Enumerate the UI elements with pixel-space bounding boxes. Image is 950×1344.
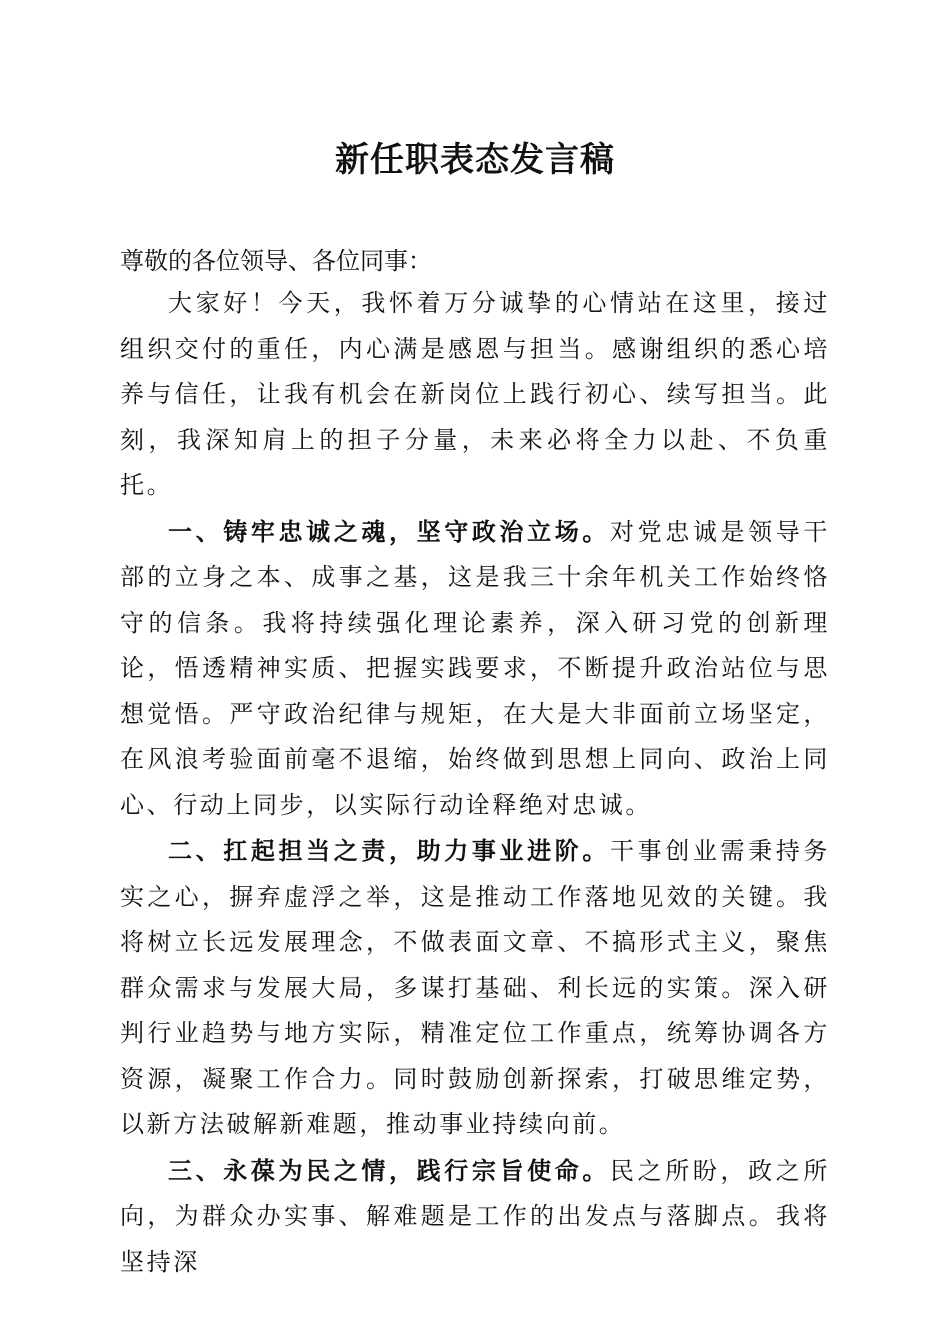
document-body — [120, 280, 830, 1285]
paragraph-opening — [120, 280, 830, 509]
paragraph-text: 对党忠诚是领导干部的立身之本、成事之基，这是我三十余年机关工作始终恪守的信条。我将持续强化理论素养，深入研习党的创新理论，悟透精神实质、把握实践要求，不断提升政治站位与思想觉悟。严守政治纪律与规矩，在大是大非面前立场坚定，在风浪考验面前毫不退缩，始终做到思想上同向、政治上同心、行动上同步，以实际行动诠释绝对忠诚。 — [120, 517, 830, 819]
paragraph-text: 大家好！今天，我怀着万分诚挚的心情站在这里，接过组织交付的重任，内心满是感恩与担当。感谢组织的悉心培养与信任，让我有机会在新岗位上践行初心、续写担当。此刻，我深知肩上的担子分量，未来必将全力以赴、不负重托。 — [120, 289, 830, 499]
paragraph-text: 民之所盼，政之所向，为群众办实事、解难题是工作的出发点与落脚点。我将坚持深 — [120, 1156, 830, 1276]
paragraph-section-3 — [120, 1148, 830, 1286]
paragraph-section-1 — [120, 509, 830, 829]
document-title: 新任职表态发言稿 — [335, 140, 615, 180]
paragraph-lead: 三、永葆为民之情，践行宗旨使命。 — [168, 1155, 611, 1185]
paragraph-section-2 — [120, 828, 830, 1148]
paragraph-lead: 一、铸牢忠诚之魂，坚守政治立场。 — [168, 516, 611, 546]
paragraph-lead: 二、扛起担当之责，助力事业进阶。 — [168, 836, 611, 865]
salutation: 尊敬的各位领导、各位同事： — [120, 247, 432, 275]
paragraph-text: 干事创业需秉持务实之心，摒弃虚浮之举，这是推动工作落地见效的关键。我将树立长远发展理念，不做表面文章、不搞形式主义，聚焦群众需求与发展大局，多谋打基础、利长远的实策。深入研判行业趋势与地方实际，精准定位工作重点，统筹协调各方资源，凝聚工作合力。同时鼓励创新探索，打破思维定势，以新方法破解新难题，推动事业持续向前。 — [120, 837, 830, 1138]
